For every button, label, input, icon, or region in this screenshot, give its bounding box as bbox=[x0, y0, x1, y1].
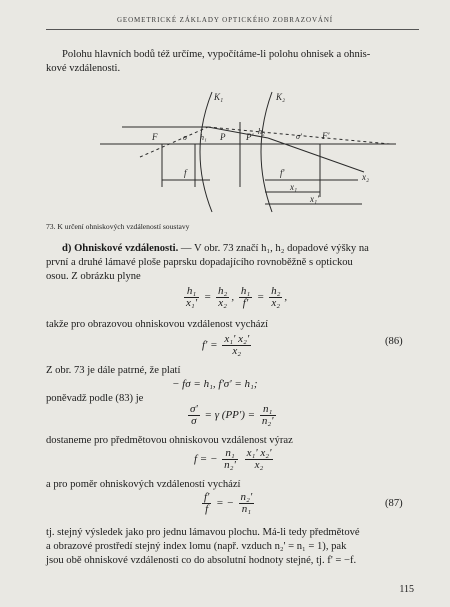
equation-fa: − fσ = h₁, f'σ' = h₁; bbox=[172, 378, 258, 390]
label-sigma: σ bbox=[183, 133, 187, 142]
figure-caption: 73. K určení ohniskových vzdáleností soustavy bbox=[46, 222, 190, 231]
running-header: GEOMETRICKÉ ZÁKLADY OPTICKÉHO ZOBRAZOVÁNÍ bbox=[116, 16, 334, 24]
equation-f: f = − $\frac{\text{n₁}}{\text{n₂'}}$ $\frac{\text{x₁' x₂'}}{\text{x₂}}$ bbox=[194, 447, 272, 471]
label-P: P bbox=[220, 132, 226, 142]
label-x1: x₁ bbox=[290, 182, 298, 192]
frac-a: $\frac{\text{h₁}}{\text{x₁'}}$ bbox=[186, 285, 198, 309]
section-d-line2: první a druhé lámavé ploše paprsku dopadajícího rovnoběžně s optickou bbox=[46, 257, 353, 268]
label-h2: h₂ bbox=[258, 127, 265, 136]
label-Pprime: P' bbox=[246, 132, 254, 142]
label-k1: K₁ bbox=[214, 92, 224, 102]
equation-1: $\frac{\text{h₁}}{\text{x₁'}}$ = $\frac{\text{h₂}}{\text{x₂}}$ , $\frac{\text{h₁}}{f'}$ = $\frac{\text{h₂}}{\text{x₂}}$ , bbox=[186, 285, 288, 309]
equation-number-86: (86) bbox=[385, 336, 403, 347]
tail-line-1: tj. stejný výsledek jako pro jednu lámavou plochu. Má-li tedy předmětové bbox=[46, 527, 360, 538]
section-d-line1-rest: — V obr. 73 značí h₁, h₂ dopadové výšky na bbox=[178, 243, 369, 254]
text-ponevadz: poněvadž podle (83) je bbox=[46, 393, 144, 404]
intro-line-1: Polohu hlavních bodů též určíme, vypočítáme-li polohu ohnisek a ohnis- bbox=[62, 49, 371, 60]
label-sigma-prime: σ' bbox=[296, 132, 302, 141]
text-takze: takže pro obrazovou ohniskovou vzdálenost vychází bbox=[46, 319, 269, 330]
construction-line-2 bbox=[140, 127, 208, 157]
label-h1: h₁ bbox=[200, 133, 207, 142]
equation-87: $\frac{f'}{f}$ = − $\frac{\text{n₂'}}{\text{n₁}}$ bbox=[204, 491, 253, 515]
label-k2: K₂ bbox=[276, 92, 286, 102]
text-dale: Z obr. 73 je dále patrné, že platí bbox=[46, 365, 181, 376]
surface-k1 bbox=[200, 92, 212, 212]
surface-k2 bbox=[261, 92, 272, 212]
label-F: F bbox=[152, 132, 158, 142]
label-Fprime: F' bbox=[322, 131, 330, 141]
frac-b: $\frac{\text{h₂}}{\text{x₂}}$ bbox=[218, 285, 228, 309]
equation-83: $\frac{\sigma'}{\sigma}$ = γ (PP') = $\frac{\text{n₁}}{\text{n₂'}}$ bbox=[190, 403, 274, 427]
label-x1prime: x₁' bbox=[310, 194, 320, 204]
label-x2: x₂ bbox=[362, 172, 370, 182]
figure-73 bbox=[100, 82, 400, 222]
frac-c: $\frac{\text{h₁}}{f'}$ bbox=[240, 285, 251, 309]
section-d-line3: osou. Z obrázku plyne bbox=[46, 271, 141, 282]
equation-number-87: (87) bbox=[385, 498, 403, 509]
page-number: 115 bbox=[399, 584, 414, 595]
refracted-ray bbox=[268, 138, 364, 172]
tail-line-3: jsou obě ohniskové vzdálenosti co do absolutní hodnoty stejné, tj. f' = −f. bbox=[46, 555, 357, 566]
intro-line-2: kové vzdálenosti. bbox=[46, 63, 121, 74]
section-d-line1 bbox=[62, 242, 369, 256]
tail-line-2: a obrazové prostředí stejný index lomu (např. vzduch n₂' = n₁ = 1), pak bbox=[46, 541, 347, 552]
text-pomer: a pro poměr ohniskových vzdáleností vychází bbox=[46, 479, 241, 490]
label-fprime: f' bbox=[280, 168, 285, 178]
label-f: f bbox=[184, 168, 187, 178]
section-d-title: d) Ohniskové vzdálenosti. bbox=[62, 243, 179, 254]
frac-d: $\frac{\text{h₂}}{\text{x₂}}$ bbox=[271, 285, 281, 309]
header-rule bbox=[46, 29, 419, 30]
equation-86: f' = $\frac{\text{x₁' x₂'}}{\text{x₂}}$ bbox=[202, 333, 250, 357]
text-dostaneme: dostaneme pro předmětovou ohniskovou vzdálenost výraz bbox=[46, 435, 293, 446]
